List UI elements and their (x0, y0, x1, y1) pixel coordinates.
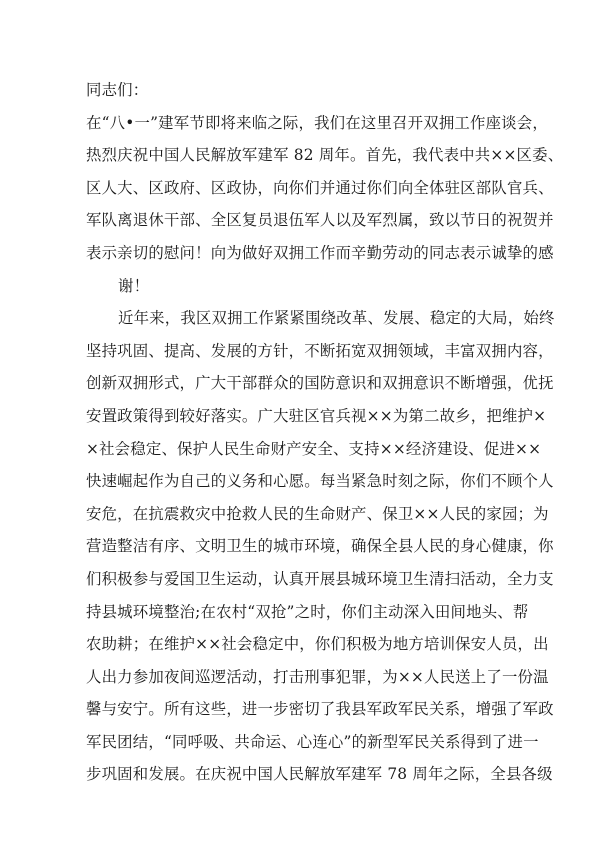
paragraph-achievements (86, 302, 555, 791)
text-line: 坚持巩固、提高、发展的方针，不断拓宽双拥领域，丰富双拥内容， (86, 341, 554, 360)
text-line: 快速崛起作为自己的义务和心愿。每当紧急时刻之际，你们不顾个人 (86, 472, 554, 491)
text-line: 谢！ (118, 276, 150, 295)
text-line: 人出力参加夜间巡逻活动，打击刑事犯罪，为××人民送上了一份温 (86, 667, 549, 686)
paragraph-greeting (86, 107, 564, 303)
text-line: 近年来，我区双拥工作紧紧围绕改革、发展、稳定的大局，始终 (118, 309, 555, 328)
text-line: 军队离退休干部、全区复员退伍军人以及军烈属，致以节日的祝贺并 (86, 211, 554, 230)
text-line: 安置政策得到较好落实。广大驻区官兵视××为第二故乡，把维护× (86, 406, 547, 425)
text-line: 军民团结，“同呼吸、共命运、心连心”的新型军民关系得到了进一 (86, 732, 539, 751)
text-line: 热烈庆祝中国人民解放军建军 82 周年。首先，我代表中共××区委、 (86, 146, 564, 165)
text-line: 营造整洁有序、文明卫生的城市环境，确保全县人民的身心健康，你 (86, 537, 554, 556)
text-line: 步巩固和发展。在庆祝中国人民解放军建军 78 周年之际，全县各级 (86, 765, 553, 784)
text-line: 创新双拥形式，广大干部群众的国防意识和双拥意识不断增强，优抚 (86, 374, 554, 393)
text-line: 们积极参与爱国卫生运动，认真开展县城环境卫生清扫活动，全力支 (86, 569, 554, 588)
salutation: 同志们： (86, 81, 149, 99)
text-line: 农助耕；在维护××社会稳定中，你们积极为地方培训保安人员，出 (86, 635, 549, 654)
text-line: 馨与安宁。所有这些，进一步密切了我县军政军民关系，增强了军政 (86, 700, 554, 719)
text-line: 安危，在抗震救灾中抢救人民的生命财产、保卫××人民的家园；为 (86, 504, 549, 523)
speech-text (86, 74, 564, 791)
text-line: 持县城环境整治;在农村“双抢”之时，你们主动深入田间地头、帮 (86, 602, 529, 621)
text-line: ×社会稳定、保护人民生命财产安全、支持××经济建设、促进×× (86, 439, 542, 458)
text-line: 在“八•一”建军节即将来临之际，我们在这里召开双拥工作座谈会， (86, 113, 548, 132)
text-line: 表示亲切的慰问！向为做好双拥工作而辛勤劳动的同志表示诚挚的感 (86, 243, 554, 262)
text-line: 区人大、区政府、区政协，向你们并通过你们向全体驻区部队官兵、 (86, 178, 554, 197)
